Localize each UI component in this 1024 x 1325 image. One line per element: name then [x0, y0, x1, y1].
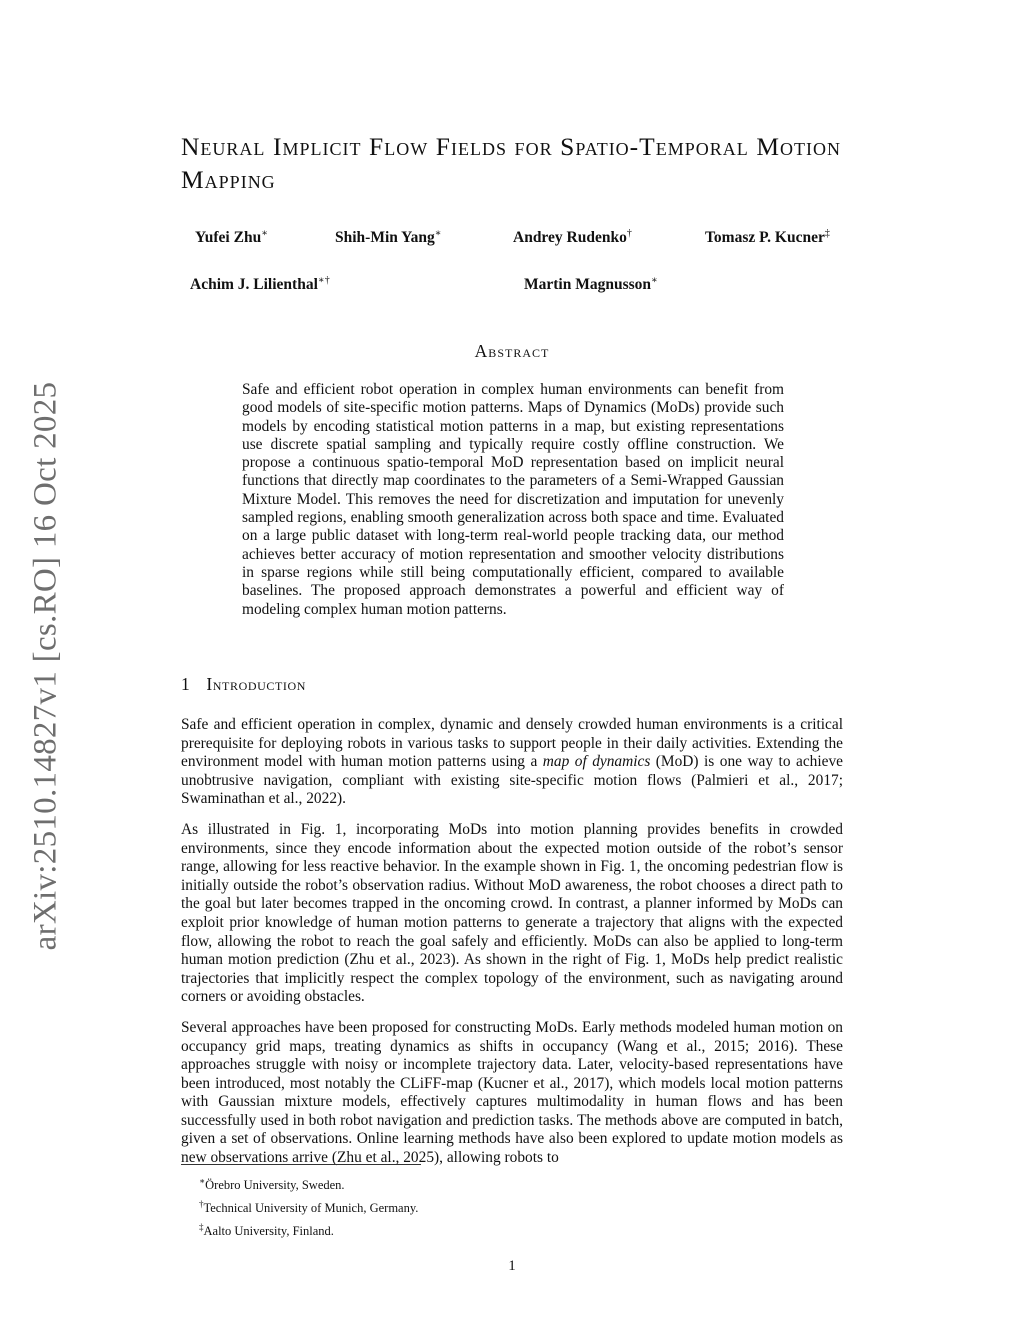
body-text: [181, 716, 843, 1180]
page-number: 1: [508, 1258, 516, 1274]
paragraph: As illustrated in Fig. 1, incorporating MoDs into motion planning provides benefits in crowded environments, since they encode information about the expected motion outside of the robot’s sensor range, allowing for less reactive behavior. In the example shown in Fig. 1, the oncoming pedestrian flow is initially outside the robot’s observation radius. Without MoD awareness, the robot chooses a direct path to the goal but later becomes trapped in the oncoming crowd. In contrast, a planner informed by MoDs can exploit prior knowledge of human motion patterns to generate a trajectory that aligns with the expected flow, allowing the robot to reach the goal safely and efficiently. MoDs can also be applied to long-term human motion prediction (Zhu et al., 2023). As shown in the right of Fig. 1, MoDs help predict realistic trajectories that implicitly respect the complex topology of the environment, such as navigating around corners or avoiding obstacles.: [181, 820, 843, 1006]
author: Martin Magnusson∗: [524, 275, 658, 294]
arxiv-identifier: [26, 372, 66, 960]
section-number: 1: [181, 674, 191, 694]
abstract-heading: Abstract: [474, 341, 550, 361]
author: Achim J. Lilienthal∗†: [190, 275, 330, 294]
author: Shih-Min Yang∗: [335, 228, 442, 247]
paragraph: Safe and efficient operation in complex, dynamic and densely crowded human environments is a critical prerequisite for deploying robots in various tasks to support people in their daily activities. Extending the environment model with human motion patterns using a map of dynamics (MoD) is one way to achieve unobtrusive navigation, compliant with existing site-specific motion flows (Palmieri et al., 2017; Swaminathan et al., 2022).: [181, 716, 843, 808]
author: Andrey Rudenko†: [513, 228, 632, 247]
author: Yufei Zhu∗: [195, 228, 268, 247]
paragraph: Several approaches have been proposed for constructing MoDs. Early methods modeled human motion on occupancy grid maps, treating dynamics as shifts in occupancy (Wang et al., 2015; 2016). These approaches struggle with noisy or incomplete trajectory data. Later, velocity-based representations have been introduced, most notably the CLiFF-map (Kucner et al., 2017), which models local motion patterns with Gaussian mixture models, effectively captures multimodality in human flows and has been successfully used in both robot navigation and prediction tasks. The methods above are computed in batch, given a set of observations. Online learning methods have also been explored to update motion models as new observations arrive (Zhu et al., 2025), allowing robots to: [181, 1018, 843, 1167]
footnote: ∗Örebro University, Sweden.: [199, 1176, 345, 1193]
section-title: Introduction: [206, 674, 307, 694]
arxiv-id-text: arXiv:2510.14827v1 [cs.RO] 16 Oct 2025: [27, 381, 64, 951]
footnote: †Technical University of Munich, Germany.: [199, 1199, 419, 1216]
footnote: ‡Aalto University, Finland.: [199, 1222, 334, 1239]
paper-title: Neural Implicit Flow Fields for Spatio-Temporal Motion Mapping: [181, 132, 841, 194]
emphasis: map of dynamics: [542, 753, 651, 771]
author: Tomasz P. Kucner‡: [705, 228, 830, 247]
section-heading: [181, 674, 306, 695]
footnote-rule: [181, 1164, 421, 1165]
footnotes: [199, 1172, 418, 1241]
abstract-text: Safe and efficient robot operation in complex human environments can benefit from good models of site-specific motion patterns. Maps of Dynamics (MoDs) provide such models by encoding statistical motion patterns in a map, but existing representations use discrete spatial sampling and typically require costly offline construction. We propose a continuous spatio-temporal MoD representation based on implicit neural functions that directly map coordinates to the parameters of a Semi-Wrapped Gaussian Mixture Model. This removes the need for discretization and imputation for unevenly sampled regions, enabling smooth generalization across both space and time. Evaluated on a large public dataset with long-term real-world people tracking data, our method achieves better accuracy of motion representation and smoother velocity distributions in sparse regions while still being computationally efficient, compared to available baselines. The proposed approach demonstrates a powerful and efficient way of modeling complex human motion patterns.: [242, 381, 784, 618]
